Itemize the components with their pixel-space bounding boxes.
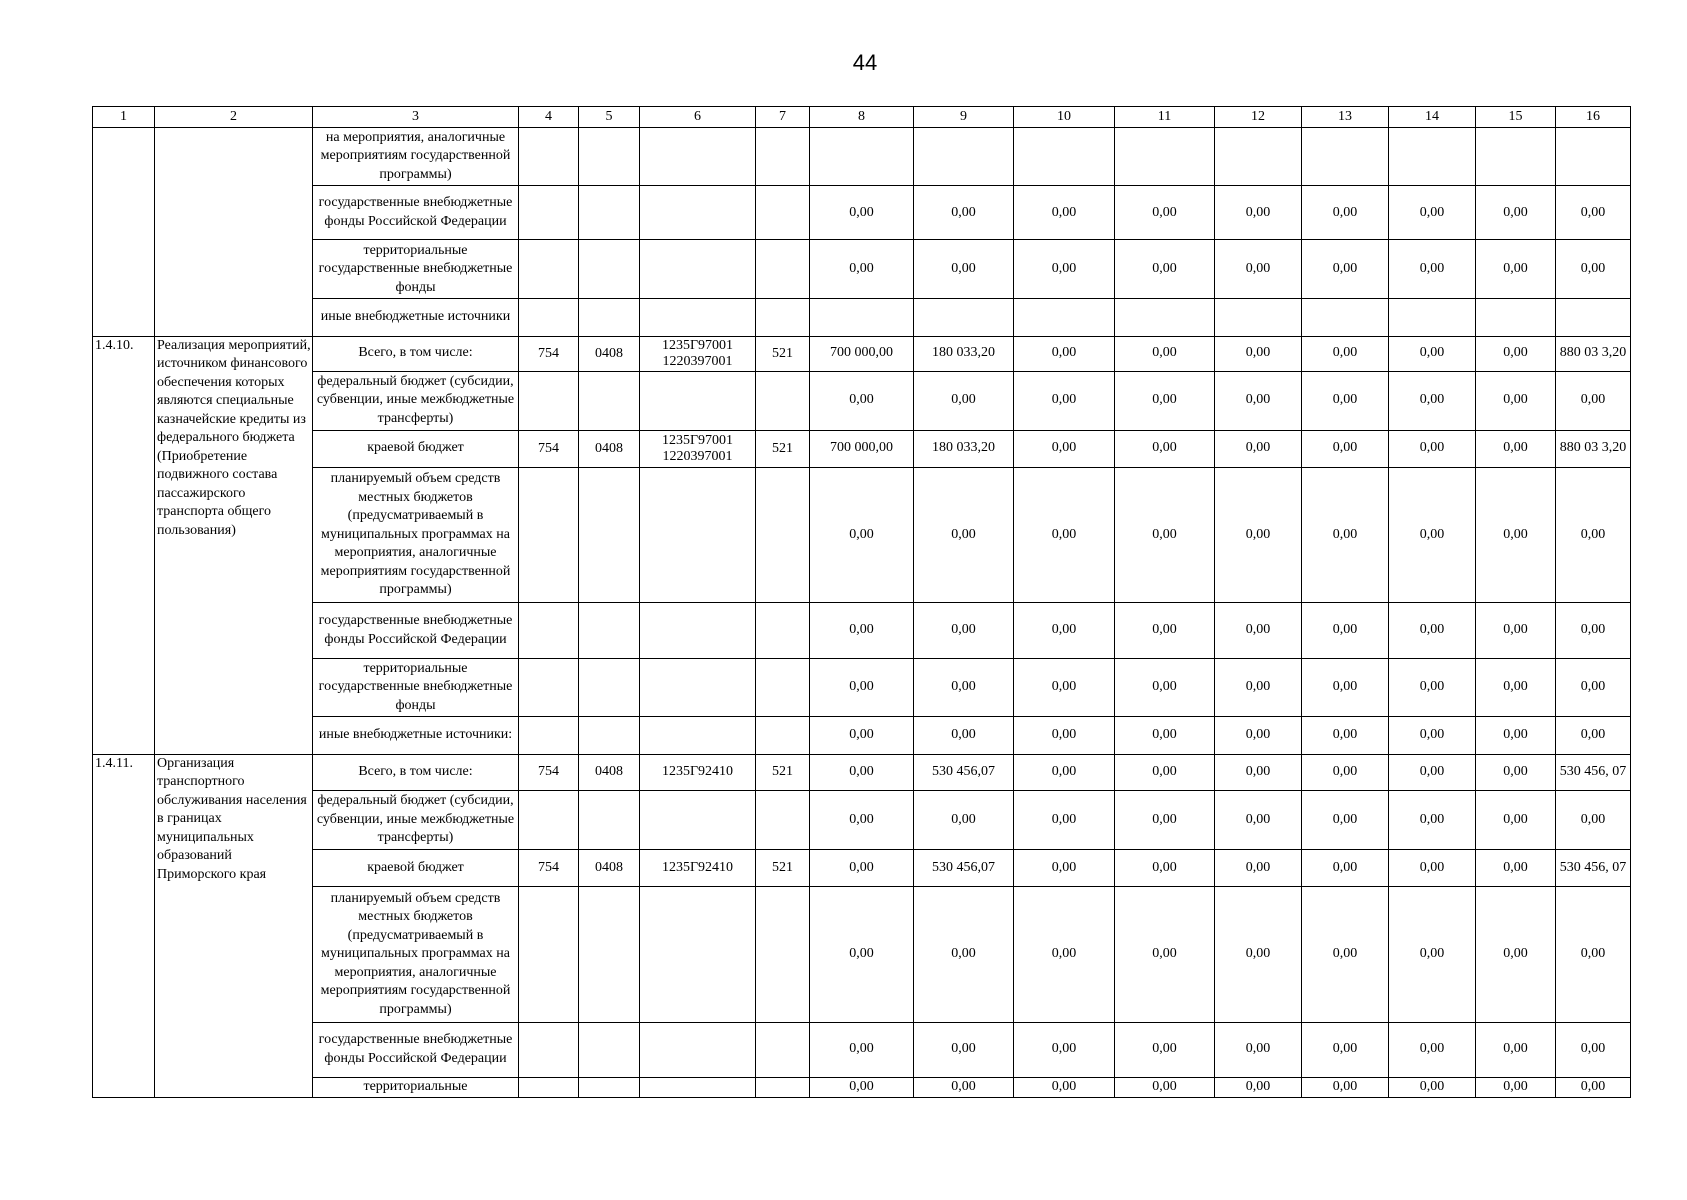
code-cell — [519, 186, 579, 240]
amount-cell: 0,00 — [1302, 371, 1389, 430]
code-cell — [640, 240, 756, 299]
amount-cell: 0,00 — [1556, 1022, 1631, 1077]
code-cell — [519, 299, 579, 336]
amount-cell: 0,00 — [1389, 790, 1476, 849]
amount-cell: 0,00 — [1556, 887, 1631, 1023]
amount-cell: 0,00 — [1389, 603, 1476, 658]
expense-type-code: 521 — [756, 754, 810, 790]
amount-cell: 0,00 — [1556, 186, 1631, 240]
amount-cell: 0,00 — [1215, 430, 1302, 467]
amount-cell: 0,00 — [1014, 658, 1115, 717]
expense-type-code — [756, 887, 810, 1023]
grbs-code — [519, 1022, 579, 1077]
amount-cell: 0,00 — [1014, 336, 1115, 371]
amount-cell — [1476, 299, 1556, 336]
amount-cell: 0,00 — [1215, 790, 1302, 849]
amount-cell: 0,00 — [1556, 1077, 1631, 1097]
grbs-code — [519, 717, 579, 754]
amount-cell: 700 000,00 — [810, 430, 914, 467]
funding-source: государственные внебюджетные фонды Российской Федерации — [313, 603, 519, 658]
code-cell — [640, 186, 756, 240]
amount-cell: 0,00 — [1476, 1022, 1556, 1077]
amount-cell: 0,00 — [810, 186, 914, 240]
column-header: 13 — [1302, 107, 1389, 128]
column-header: 12 — [1215, 107, 1302, 128]
budget-table — [92, 106, 1631, 1098]
funding-source: планируемый объем средств местных бюджетов (предусматриваемый в муниципальных программах на мероприятия, аналогичные мероприятиям государственной программы) — [313, 467, 519, 603]
funding-source: Всего, в том числе: — [313, 754, 519, 790]
amount-cell: 0,00 — [1302, 754, 1389, 790]
table-row — [93, 467, 1631, 603]
amount-cell: 530 456,07 — [914, 754, 1014, 790]
amount-cell: 880 03 3,20 — [1556, 430, 1631, 467]
expense-type-code — [756, 371, 810, 430]
amount-cell: 0,00 — [1115, 240, 1215, 299]
amount-cell: 0,00 — [810, 754, 914, 790]
amount-cell — [1389, 127, 1476, 186]
table-row — [93, 790, 1631, 849]
event-name: Организация транспортного обслуживания населения в границах муниципальных образований Приморского края — [155, 754, 313, 1097]
column-header: 9 — [914, 107, 1014, 128]
target-article-code — [640, 887, 756, 1023]
amount-cell: 0,00 — [1215, 717, 1302, 754]
amount-cell: 0,00 — [1389, 887, 1476, 1023]
amount-cell: 0,00 — [914, 717, 1014, 754]
amount-cell: 0,00 — [1476, 186, 1556, 240]
amount-cell: 0,00 — [1302, 240, 1389, 299]
section-code — [579, 658, 640, 717]
table-row — [93, 1077, 1631, 1097]
funding-source: на мероприятия, аналогичные мероприятиям государственной программы) — [313, 127, 519, 186]
target-article-code: 1235Г92410 — [640, 754, 756, 790]
amount-cell: 0,00 — [1389, 658, 1476, 717]
target-article-code — [640, 1077, 756, 1097]
grbs-code — [519, 887, 579, 1023]
amount-cell: 0,00 — [1476, 658, 1556, 717]
table-row — [93, 658, 1631, 717]
amount-cell: 0,00 — [1115, 467, 1215, 603]
column-header: 3 — [313, 107, 519, 128]
section-code — [579, 1077, 640, 1097]
target-article-code — [640, 467, 756, 603]
amount-cell: 0,00 — [1302, 658, 1389, 717]
grbs-code — [519, 790, 579, 849]
column-header: 10 — [1014, 107, 1115, 128]
amount-cell — [1302, 299, 1389, 336]
funding-source: планируемый объем средств местных бюджетов (предусматриваемый в муниципальных программах на мероприятия, аналогичные мероприятиям государственной программы) — [313, 887, 519, 1023]
amount-cell: 0,00 — [810, 1077, 914, 1097]
expense-type-code: 521 — [756, 849, 810, 886]
amount-cell: 0,00 — [1115, 849, 1215, 886]
amount-cell: 180 033,20 — [914, 430, 1014, 467]
event-index-cell — [93, 127, 155, 336]
amount-cell: 0,00 — [1115, 1077, 1215, 1097]
table-row — [93, 849, 1631, 886]
amount-cell: 0,00 — [810, 717, 914, 754]
amount-cell: 0,00 — [1115, 887, 1215, 1023]
column-header: 11 — [1115, 107, 1215, 128]
grbs-code: 754 — [519, 849, 579, 886]
section-code: 0408 — [579, 336, 640, 371]
amount-cell: 0,00 — [1014, 790, 1115, 849]
amount-cell — [1215, 127, 1302, 186]
funding-source: Всего, в том числе: — [313, 336, 519, 371]
grbs-code — [519, 1077, 579, 1097]
amount-cell: 0,00 — [914, 240, 1014, 299]
amount-cell: 0,00 — [1215, 467, 1302, 603]
funding-source: федеральный бюджет (субсидии, субвенции, иные межбюджетные трансферты) — [313, 790, 519, 849]
column-header: 4 — [519, 107, 579, 128]
amount-cell: 0,00 — [1215, 186, 1302, 240]
amount-cell: 0,00 — [1014, 430, 1115, 467]
amount-cell: 0,00 — [1476, 754, 1556, 790]
amount-cell: 0,00 — [1302, 887, 1389, 1023]
amount-cell: 0,00 — [1556, 717, 1631, 754]
amount-cell: 530 456, 07 — [1556, 849, 1631, 886]
grbs-code: 754 — [519, 430, 579, 467]
amount-cell: 0,00 — [914, 603, 1014, 658]
amount-cell — [810, 299, 914, 336]
funding-source: территориальные государственные внебюджетные фонды — [313, 658, 519, 717]
expense-type-code — [756, 1077, 810, 1097]
amount-cell: 0,00 — [1302, 790, 1389, 849]
event-name: Реализация мероприятий, источником финансового обеспечения которых являются специальные казначейские кредиты из федерального бюджета (Приобретение подвижного состава пассажирского транспорта общего пользования) — [155, 336, 313, 754]
code-cell — [519, 127, 579, 186]
target-article-code — [640, 603, 756, 658]
amount-cell: 0,00 — [810, 658, 914, 717]
code-cell — [756, 240, 810, 299]
amount-cell: 0,00 — [1476, 849, 1556, 886]
amount-cell — [1556, 127, 1631, 186]
section-code: 0408 — [579, 754, 640, 790]
amount-cell: 0,00 — [1476, 240, 1556, 299]
target-article-code — [640, 371, 756, 430]
code-cell — [640, 299, 756, 336]
section-code — [579, 717, 640, 754]
amount-cell: 0,00 — [1014, 603, 1115, 658]
amount-cell — [1476, 127, 1556, 186]
funding-source: иные внебюджетные источники: — [313, 717, 519, 754]
table-row — [93, 430, 1631, 467]
grbs-code — [519, 603, 579, 658]
expense-type-code — [756, 467, 810, 603]
amount-cell: 0,00 — [1115, 186, 1215, 240]
amount-cell: 0,00 — [1115, 371, 1215, 430]
column-header: 8 — [810, 107, 914, 128]
table-row — [93, 887, 1631, 1023]
column-header: 16 — [1556, 107, 1631, 128]
amount-cell: 0,00 — [1302, 603, 1389, 658]
amount-cell: 0,00 — [1302, 430, 1389, 467]
target-article-code — [640, 658, 756, 717]
amount-cell — [810, 127, 914, 186]
amount-cell: 0,00 — [810, 887, 914, 1023]
table-row — [93, 336, 1631, 371]
amount-cell: 0,00 — [914, 186, 1014, 240]
event-index: 1.4.10. — [93, 336, 155, 754]
section-code — [579, 371, 640, 430]
grbs-code: 754 — [519, 336, 579, 371]
code-cell — [579, 299, 640, 336]
section-code — [579, 790, 640, 849]
amount-cell: 0,00 — [1302, 186, 1389, 240]
funding-source: федеральный бюджет (субсидии, субвенции, иные межбюджетные трансферты) — [313, 371, 519, 430]
column-header: 5 — [579, 107, 640, 128]
funding-source: краевой бюджет — [313, 849, 519, 886]
amount-cell: 0,00 — [1556, 467, 1631, 603]
amount-cell: 0,00 — [1389, 430, 1476, 467]
amount-cell: 0,00 — [1215, 887, 1302, 1023]
amount-cell: 0,00 — [1014, 1077, 1115, 1097]
column-header: 2 — [155, 107, 313, 128]
section-code — [579, 603, 640, 658]
amount-cell: 0,00 — [1302, 1022, 1389, 1077]
amount-cell: 0,00 — [1302, 1077, 1389, 1097]
table-row — [93, 603, 1631, 658]
amount-cell: 530 456,07 — [914, 849, 1014, 886]
amount-cell: 0,00 — [1556, 371, 1631, 430]
amount-cell: 0,00 — [1014, 1022, 1115, 1077]
table-row — [93, 186, 1631, 240]
code-cell — [579, 127, 640, 186]
amount-cell: 0,00 — [1389, 754, 1476, 790]
amount-cell: 0,00 — [1115, 790, 1215, 849]
funding-source: государственные внебюджетные фонды Российской Федерации — [313, 1022, 519, 1077]
code-cell — [756, 127, 810, 186]
amount-cell — [1014, 299, 1115, 336]
section-code — [579, 467, 640, 603]
amount-cell: 0,00 — [1389, 1022, 1476, 1077]
code-cell — [579, 186, 640, 240]
amount-cell: 0,00 — [914, 467, 1014, 603]
column-header: 6 — [640, 107, 756, 128]
amount-cell: 0,00 — [1215, 658, 1302, 717]
code-cell — [640, 127, 756, 186]
target-article-code: 1235Г97001 1220397001 — [640, 336, 756, 371]
amount-cell: 880 03 3,20 — [1556, 336, 1631, 371]
code-cell — [579, 240, 640, 299]
amount-cell: 0,00 — [1476, 1077, 1556, 1097]
amount-cell: 0,00 — [1556, 790, 1631, 849]
amount-cell: 0,00 — [1389, 240, 1476, 299]
column-header: 1 — [93, 107, 155, 128]
table-row — [93, 1022, 1631, 1077]
table-row — [93, 754, 1631, 790]
amount-cell: 0,00 — [1556, 240, 1631, 299]
funding-source: территориальные — [313, 1077, 519, 1097]
amount-cell: 0,00 — [914, 1022, 1014, 1077]
amount-cell: 0,00 — [810, 467, 914, 603]
table-row — [93, 127, 1631, 186]
amount-cell — [1302, 127, 1389, 186]
amount-cell: 0,00 — [1014, 371, 1115, 430]
amount-cell: 0,00 — [1476, 603, 1556, 658]
amount-cell — [1556, 299, 1631, 336]
amount-cell: 0,00 — [810, 849, 914, 886]
table-row — [93, 371, 1631, 430]
event-index: 1.4.11. — [93, 754, 155, 1097]
expense-type-code — [756, 790, 810, 849]
code-cell — [519, 240, 579, 299]
amount-cell — [1014, 127, 1115, 186]
header-row — [93, 107, 1631, 128]
table-body — [93, 107, 1631, 1098]
table-row — [93, 717, 1631, 754]
amount-cell: 0,00 — [1389, 717, 1476, 754]
amount-cell: 0,00 — [1302, 467, 1389, 603]
amount-cell: 0,00 — [1215, 754, 1302, 790]
amount-cell: 0,00 — [1215, 240, 1302, 299]
amount-cell: 0,00 — [1476, 790, 1556, 849]
amount-cell: 0,00 — [1115, 430, 1215, 467]
column-header: 14 — [1389, 107, 1476, 128]
amount-cell: 0,00 — [1302, 849, 1389, 886]
amount-cell: 0,00 — [1556, 603, 1631, 658]
code-cell — [756, 299, 810, 336]
section-code — [579, 887, 640, 1023]
amount-cell: 0,00 — [1389, 336, 1476, 371]
amount-cell: 0,00 — [1476, 887, 1556, 1023]
amount-cell: 0,00 — [1389, 371, 1476, 430]
column-header: 15 — [1476, 107, 1556, 128]
amount-cell: 700 000,00 — [810, 336, 914, 371]
amount-cell: 0,00 — [1389, 467, 1476, 603]
amount-cell: 0,00 — [1215, 849, 1302, 886]
amount-cell: 0,00 — [810, 240, 914, 299]
event-name-cell — [155, 127, 313, 336]
amount-cell: 0,00 — [1215, 603, 1302, 658]
target-article-code: 1235Г92410 — [640, 849, 756, 886]
amount-cell: 0,00 — [810, 371, 914, 430]
expense-type-code — [756, 1022, 810, 1077]
funding-source: краевой бюджет — [313, 430, 519, 467]
funding-source: территориальные государственные внебюджетные фонды — [313, 240, 519, 299]
target-article-code — [640, 717, 756, 754]
section-code: 0408 — [579, 849, 640, 886]
amount-cell: 0,00 — [1556, 658, 1631, 717]
amount-cell: 0,00 — [914, 790, 1014, 849]
expense-type-code — [756, 717, 810, 754]
amount-cell: 0,00 — [914, 887, 1014, 1023]
amount-cell: 0,00 — [1115, 603, 1215, 658]
amount-cell: 0,00 — [1215, 336, 1302, 371]
page-number: 44 — [852, 50, 878, 75]
amount-cell: 0,00 — [1215, 371, 1302, 430]
grbs-code — [519, 371, 579, 430]
amount-cell: 0,00 — [1389, 186, 1476, 240]
amount-cell: 180 033,20 — [914, 336, 1014, 371]
expense-type-code: 521 — [756, 430, 810, 467]
amount-cell: 0,00 — [1115, 717, 1215, 754]
amount-cell: 0,00 — [1476, 467, 1556, 603]
amount-cell: 0,00 — [914, 658, 1014, 717]
amount-cell: 0,00 — [1014, 467, 1115, 603]
table-row — [93, 299, 1631, 336]
amount-cell: 0,00 — [1215, 1022, 1302, 1077]
amount-cell — [1215, 299, 1302, 336]
amount-cell: 0,00 — [1302, 717, 1389, 754]
amount-cell: 0,00 — [1014, 887, 1115, 1023]
grbs-code — [519, 467, 579, 603]
expense-type-code — [756, 603, 810, 658]
amount-cell — [1389, 299, 1476, 336]
target-article-code: 1235Г97001 1220397001 — [640, 430, 756, 467]
amount-cell: 0,00 — [810, 790, 914, 849]
amount-cell: 0,00 — [1389, 1077, 1476, 1097]
amount-cell: 0,00 — [1115, 658, 1215, 717]
expense-type-code — [756, 658, 810, 717]
target-article-code — [640, 1022, 756, 1077]
amount-cell — [914, 127, 1014, 186]
code-cell — [756, 186, 810, 240]
expense-type-code: 521 — [756, 336, 810, 371]
amount-cell: 0,00 — [810, 1022, 914, 1077]
section-code: 0408 — [579, 430, 640, 467]
amount-cell: 530 456, 07 — [1556, 754, 1631, 790]
amount-cell: 0,00 — [810, 603, 914, 658]
amount-cell — [914, 299, 1014, 336]
amount-cell: 0,00 — [1014, 754, 1115, 790]
amount-cell: 0,00 — [1115, 336, 1215, 371]
section-code — [579, 1022, 640, 1077]
funding-source: иные внебюджетные источники — [313, 299, 519, 336]
grbs-code: 754 — [519, 754, 579, 790]
amount-cell: 0,00 — [914, 371, 1014, 430]
funding-source: государственные внебюджетные фонды Российской Федерации — [313, 186, 519, 240]
column-header: 7 — [756, 107, 810, 128]
amount-cell: 0,00 — [1014, 240, 1115, 299]
table-row — [93, 240, 1631, 299]
amount-cell: 0,00 — [1014, 849, 1115, 886]
amount-cell: 0,00 — [1115, 754, 1215, 790]
amount-cell: 0,00 — [1476, 336, 1556, 371]
amount-cell: 0,00 — [1014, 717, 1115, 754]
amount-cell: 0,00 — [1302, 336, 1389, 371]
amount-cell: 0,00 — [1389, 849, 1476, 886]
amount-cell: 0,00 — [1476, 430, 1556, 467]
target-article-code — [640, 790, 756, 849]
amount-cell: 0,00 — [1215, 1077, 1302, 1097]
grbs-code — [519, 658, 579, 717]
amount-cell: 0,00 — [914, 1077, 1014, 1097]
amount-cell: 0,00 — [1476, 717, 1556, 754]
amount-cell: 0,00 — [1014, 186, 1115, 240]
amount-cell: 0,00 — [1115, 1022, 1215, 1077]
amount-cell: 0,00 — [1476, 371, 1556, 430]
amount-cell — [1115, 299, 1215, 336]
amount-cell — [1115, 127, 1215, 186]
